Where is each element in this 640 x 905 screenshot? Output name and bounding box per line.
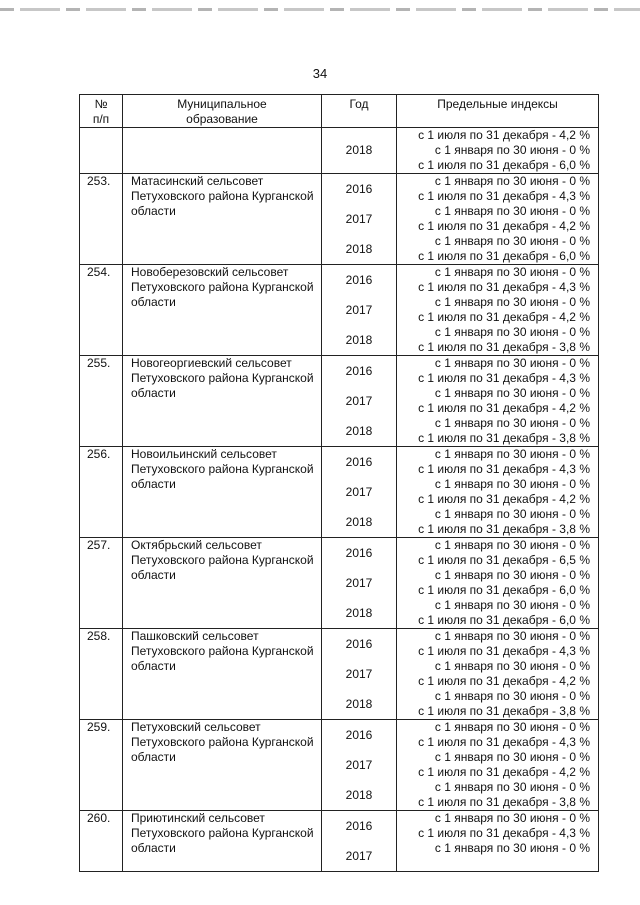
cell-indices — [397, 265, 599, 356]
cell-municipality: Новогеоргиевский сельсовет Петуховского района Курганской области — [123, 356, 322, 447]
index-line: с 1 января по 30 июня - 0 % — [434, 295, 590, 309]
cell-no: 257. — [80, 538, 123, 629]
cell-no — [80, 128, 123, 174]
cell-no: 254. — [80, 265, 123, 356]
cell-municipality: Петуховский сельсовет Петуховского района Курганской области — [123, 720, 322, 811]
index-line: с 1 января по 30 июня - 0 % — [434, 598, 590, 612]
year-label: 2017 — [345, 849, 373, 863]
cell-indices — [397, 356, 599, 447]
index-line: с 1 января по 30 июня - 0 % — [434, 265, 590, 279]
index-line: с 1 января по 30 июня - 0 % — [434, 174, 590, 188]
year-label: 2017 — [345, 212, 373, 226]
cell-indices — [397, 629, 599, 720]
index-line: с 1 июля по 31 декабря - 3,8 % — [418, 795, 590, 809]
cell-indices — [397, 811, 599, 872]
index-line: с 1 января по 30 июня - 0 % — [434, 538, 590, 552]
year-label: 2016 — [345, 546, 373, 560]
index-line: с 1 января по 30 июня - 0 % — [434, 325, 590, 339]
year-label: 2018 — [345, 697, 373, 711]
cell-municipality: Октябрьский сельсовет Петуховского района Курганской области — [123, 538, 322, 629]
index-line: с 1 января по 30 июня - 0 % — [434, 477, 590, 491]
table-row — [80, 174, 599, 265]
index-line: с 1 января по 30 июня - 0 % — [434, 356, 590, 370]
index-line: с 1 июля по 31 декабря - 4,3 % — [418, 280, 590, 294]
table-row — [80, 356, 599, 447]
year-label: 2018 — [345, 242, 373, 256]
year-label — [322, 158, 396, 173]
cell-year — [322, 538, 397, 629]
year-label: 2016 — [345, 182, 373, 196]
header-no-line-1: № — [94, 97, 108, 111]
scan-artifact-line — [0, 8, 640, 11]
table-row — [80, 629, 599, 720]
header-municipality-line-1: Муниципальное — [177, 97, 267, 111]
cell-indices — [397, 538, 599, 629]
year-label: 2016 — [345, 728, 373, 742]
cell-year — [322, 128, 397, 174]
cell-indices — [397, 174, 599, 265]
index-line: с 1 июля по 31 декабря - 6,0 % — [418, 583, 590, 597]
index-line: с 1 июля по 31 декабря - 4,3 % — [418, 735, 590, 749]
year-label: 2016 — [345, 273, 373, 287]
year-label: 2018 — [345, 143, 373, 157]
table-header-row — [80, 95, 599, 128]
cell-no: 259. — [80, 720, 123, 811]
year-label: 2016 — [345, 455, 373, 469]
index-line: с 1 июля по 31 декабря - 4,3 % — [418, 371, 590, 385]
year-label: 2017 — [345, 485, 373, 499]
year-label: 2017 — [345, 303, 373, 317]
year-label: 2018 — [345, 515, 373, 529]
index-line: с 1 июля по 31 декабря - 4,2 % — [418, 310, 590, 324]
index-line: с 1 января по 30 июня - 0 % — [434, 507, 590, 521]
cell-municipality: Новоильинский сельсовет Петуховского района Курганской области — [123, 447, 322, 538]
index-line: с 1 июля по 31 декабря - 6,0 % — [418, 613, 590, 627]
cell-no: 253. — [80, 174, 123, 265]
cell-indices — [397, 128, 599, 174]
cell-year — [322, 629, 397, 720]
cell-municipality: Матасинский сельсовет Петуховского района Курганской области — [123, 174, 322, 265]
cell-year — [322, 356, 397, 447]
cell-municipality: Приютинский сельсовет Петуховского района Курганской области — [123, 811, 322, 872]
index-line: с 1 января по 30 июня - 0 % — [434, 720, 590, 734]
cell-year — [322, 720, 397, 811]
header-municipality-line-2: образование — [186, 112, 258, 126]
year-label: 2017 — [345, 758, 373, 772]
cell-indices — [397, 447, 599, 538]
index-line: с 1 июля по 31 декабря - 3,8 % — [418, 431, 590, 445]
year-label: 2018 — [345, 333, 373, 347]
cell-year — [322, 811, 397, 872]
index-line: с 1 января по 30 июня - 0 % — [434, 811, 590, 825]
header-municipality — [123, 95, 322, 128]
index-line: с 1 января по 30 июня - 0 % — [434, 841, 590, 855]
cell-no: 258. — [80, 629, 123, 720]
index-line: с 1 июля по 31 декабря - 4,2 % — [418, 219, 590, 233]
year-label: 2017 — [345, 576, 373, 590]
index-line: с 1 января по 30 июня - 0 % — [434, 750, 590, 764]
tariff-index-table — [79, 94, 599, 872]
index-line: с 1 июля по 31 декабря - 4,2 % — [418, 765, 590, 779]
cell-no: 256. — [80, 447, 123, 538]
header-year: Год — [322, 95, 397, 128]
year-label: 2018 — [345, 424, 373, 438]
page-number: 34 — [312, 66, 328, 81]
header-indices: Предельные индексы — [397, 95, 599, 128]
index-line: с 1 июля по 31 декабря - 3,8 % — [418, 704, 590, 718]
index-line: с 1 января по 30 июня - 0 % — [434, 234, 590, 248]
table-row — [80, 720, 599, 811]
cell-year — [322, 265, 397, 356]
index-line: с 1 января по 30 июня - 0 % — [434, 204, 590, 218]
year-label: 2016 — [345, 819, 373, 833]
index-line: с 1 июля по 31 декабря - 4,3 % — [418, 826, 590, 840]
index-line: с 1 июля по 31 декабря - 3,8 % — [418, 340, 590, 354]
cell-year — [322, 174, 397, 265]
index-line: с 1 июля по 31 декабря - 4,3 % — [418, 189, 590, 203]
index-line: с 1 июля по 31 декабря - 4,3 % — [418, 644, 590, 658]
table-row-continuation — [80, 128, 599, 174]
year-label: 2017 — [345, 394, 373, 408]
index-line: с 1 января по 30 июня - 0 % — [434, 780, 590, 794]
year-label: 2018 — [345, 606, 373, 620]
cell-no: 260. — [80, 811, 123, 872]
index-line: с 1 января по 30 июня - 0 % — [434, 568, 590, 582]
cell-municipality — [123, 128, 322, 174]
index-line: с 1 января по 30 июня - 0 % — [434, 143, 590, 157]
cell-municipality: Новоберезовский сельсовет Петуховского района Курганской области — [123, 265, 322, 356]
index-line: с 1 июля по 31 декабря - 4,2 % — [418, 674, 590, 688]
table-row — [80, 538, 599, 629]
index-line: с 1 июля по 31 декабря - 3,8 % — [418, 522, 590, 536]
cell-indices — [397, 720, 599, 811]
index-line: с 1 января по 30 июня - 0 % — [434, 447, 590, 461]
index-line: с 1 января по 30 июня - 0 % — [434, 386, 590, 400]
index-line: с 1 января по 30 июня - 0 % — [434, 689, 590, 703]
index-line: с 1 июля по 31 декабря - 6,0 % — [418, 249, 590, 263]
index-line: с 1 июля по 31 декабря - 4,3 % — [418, 462, 590, 476]
cell-year — [322, 447, 397, 538]
year-label — [322, 128, 396, 143]
index-line: с 1 июля по 31 декабря - 4,2 % — [418, 128, 590, 142]
index-line: с 1 июля по 31 декабря - 4,2 % — [418, 401, 590, 415]
table-row — [80, 811, 599, 872]
index-line: с 1 июля по 31 декабря - 6,0 % — [418, 158, 590, 172]
index-line: с 1 января по 30 июня - 0 % — [434, 416, 590, 430]
year-label: 2016 — [345, 364, 373, 378]
header-no-line-2: п/п — [92, 112, 110, 126]
cell-municipality: Пашковский сельсовет Петуховского района Курганской области — [123, 629, 322, 720]
cell-no: 255. — [80, 356, 123, 447]
table-row — [80, 447, 599, 538]
year-label: 2018 — [345, 788, 373, 802]
year-label: 2017 — [345, 667, 373, 681]
table-row — [80, 265, 599, 356]
year-label: 2016 — [345, 637, 373, 651]
header-no — [80, 95, 123, 128]
index-line: с 1 июля по 31 декабря - 4,2 % — [418, 492, 590, 506]
index-line: с 1 января по 30 июня - 0 % — [434, 629, 590, 643]
index-line: с 1 января по 30 июня - 0 % — [434, 659, 590, 673]
index-line: с 1 июля по 31 декабря - 6,5 % — [418, 553, 590, 567]
